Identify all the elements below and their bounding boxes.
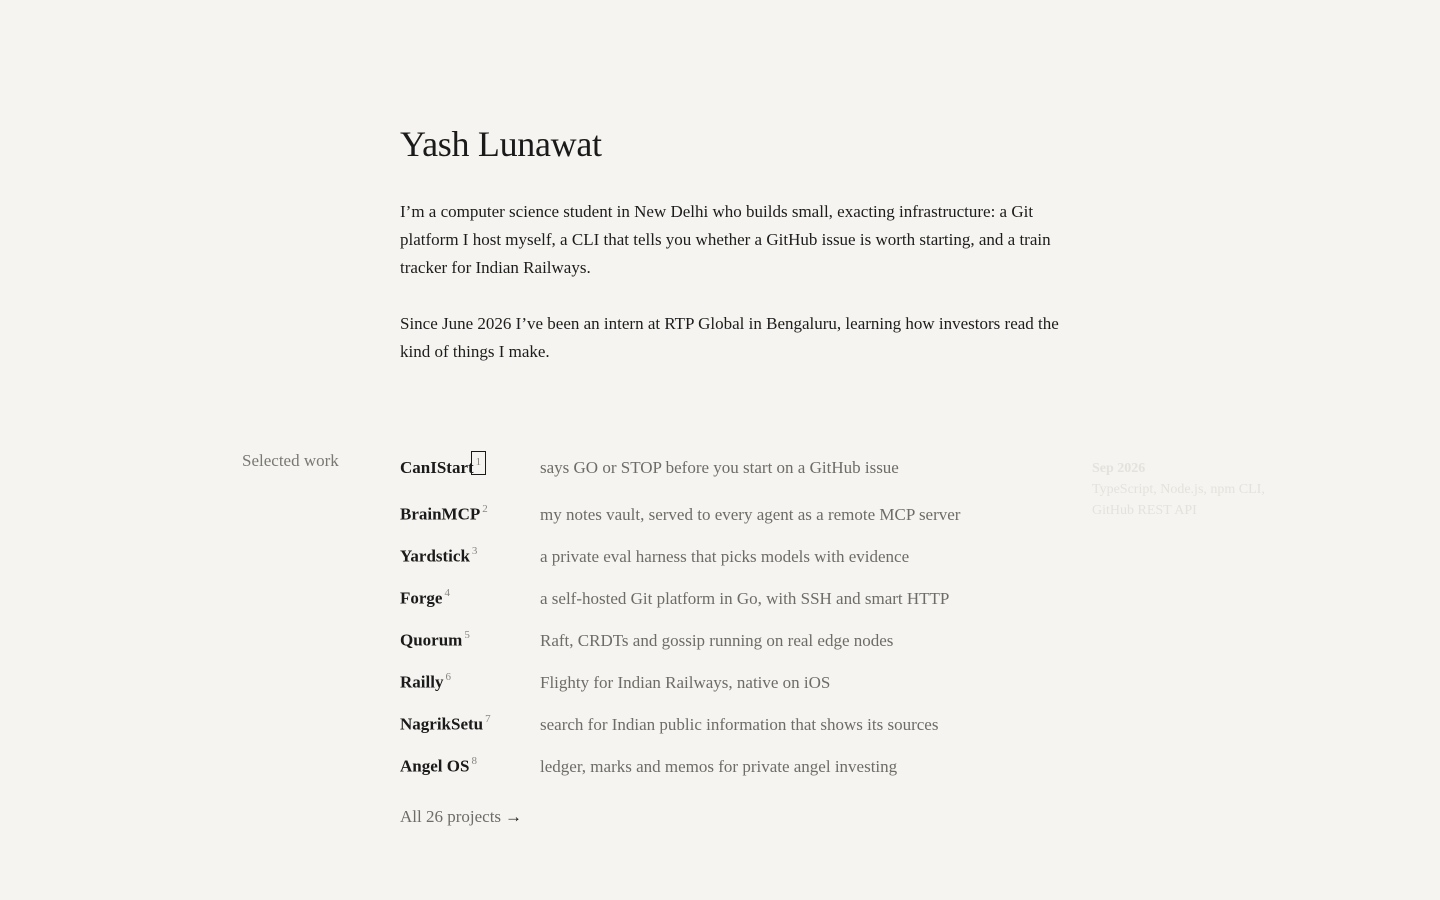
work-item-description: a self-hosted Git platform in Go, with SSH and smart HTTP — [540, 588, 950, 608]
footnote-number: 5 — [464, 629, 470, 641]
all-projects-link[interactable] — [400, 805, 522, 829]
bio-paragraph: I’m a computer science student in New Delhi who builds small, exacting infrastructure: a Git platform I host myself, a CLI that tells you whether a GitHub issue is worth starting, and a train tracker for Indian Railways. — [400, 202, 1051, 277]
work-item-name — [400, 489, 540, 536]
footnote-number: 7 — [485, 713, 491, 725]
work-item-quorum[interactable] — [400, 615, 1060, 657]
section-label-selected-work: Selected work — [242, 451, 339, 470]
work-item-title: NagrikSetu — [400, 714, 484, 734]
work-item-title: Forge — [400, 588, 443, 608]
work-item-name — [400, 447, 540, 489]
work-item-yardstick[interactable] — [400, 531, 1060, 573]
work-item-name — [400, 615, 540, 662]
footnote-number[interactable]: 1 — [471, 451, 487, 475]
work-item-description: search for Indian public information that shows its sources — [540, 714, 939, 734]
work-item-title: Angel OS — [400, 756, 470, 776]
work-item-title: CanIStart — [400, 458, 474, 477]
footnote-number: 6 — [445, 671, 451, 683]
work-item-name — [400, 573, 540, 620]
work-item-description: a private eval harness that picks models with evidence — [540, 546, 910, 566]
arrow-right-icon: → — [505, 807, 523, 826]
project-detail-panel — [1092, 458, 1312, 521]
project-stack: GitHub REST API — [1092, 503, 1197, 518]
all-projects-label: All 26 projects — [400, 807, 502, 826]
work-item-description: Flighty for Indian Railways, native on iOS — [540, 672, 831, 692]
work-item-title: BrainMCP — [400, 504, 481, 524]
work-item-title: Yardstick — [400, 546, 470, 566]
bio — [400, 198, 1060, 366]
work-item-brainmcp[interactable] — [400, 489, 1060, 531]
work-item-canistart[interactable] — [400, 447, 1060, 489]
intro — [400, 122, 1060, 394]
work-item-title: Quorum — [400, 630, 463, 650]
work-item-forge[interactable] — [400, 573, 1060, 615]
work-item-description: my notes vault, served to every agent as a remote MCP server — [540, 504, 961, 524]
work-item-title: Railly — [400, 672, 444, 692]
work-item-nagriksetu[interactable] — [400, 699, 1060, 741]
work-item-name — [400, 657, 540, 704]
work-item-name — [400, 741, 540, 788]
work-item-description: says GO or STOP before you start on a GitHub issue — [540, 458, 899, 477]
project-stack: TypeScript, Node.js, npm CLI, — [1092, 482, 1265, 497]
work-item-railly[interactable] — [400, 657, 1060, 699]
footnote-number: 2 — [482, 503, 488, 515]
work-item-description: ledger, marks and memos for private angel investing — [540, 756, 898, 776]
page-title: Yash Lunawat — [400, 124, 602, 164]
footnote-number: 4 — [444, 587, 450, 599]
work-list — [400, 447, 1060, 783]
footnote-number: 3 — [471, 545, 478, 557]
work-item-name — [400, 531, 540, 578]
work-item-name — [400, 699, 540, 746]
project-date: Sep 2026 — [1092, 461, 1146, 476]
work-item-description: Raft, CRDTs and gossip running on real edge nodes — [540, 630, 894, 650]
work-item-angel-os[interactable] — [400, 741, 1060, 783]
bio-paragraph: Since June 2026 I’ve been an intern at RTP Global in Bengaluru, learning how investors read the kind of things I make. — [400, 314, 1059, 361]
footnote-number: 8 — [471, 755, 477, 767]
